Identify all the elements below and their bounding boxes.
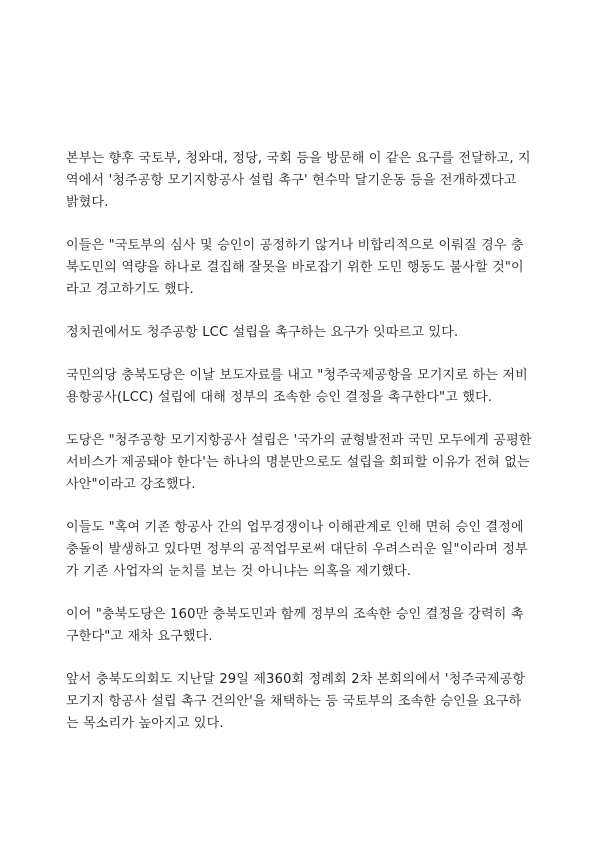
paragraph-line: 이들도 "혹여 기존 항공사 간의 업무경쟁이나 이해관계로 인해 면허 승인 결정에	[66, 520, 524, 535]
paragraph-line: 이어 "충북도당은 160만 충북도민과 함께 정부의 조속한 승인 결정을 강력히 촉	[66, 607, 524, 622]
paragraph-line: 구한다"고 재차 요구했다.	[66, 629, 213, 644]
paragraph-2	[66, 235, 542, 301]
paragraph-line: 라고 경고하기도 했다.	[66, 282, 194, 297]
paragraph-line: 앞서 충북도의회도 지난달 29일 제360회 정례회 2차 본회의에서 '청주국제공항	[66, 672, 526, 687]
paragraph-line: 이들은 "국토부의 심사 및 승인이 공정하기 않거나 비합리적으로 이뤄질 경우 충	[66, 238, 524, 253]
paragraph-8	[66, 669, 542, 735]
paragraph-line: 가 기존 사업자의 눈치를 보는 것 아니냐는 의혹을 제기했다.	[66, 564, 412, 579]
paragraph-5	[66, 430, 542, 496]
paragraph-line: 는 목소리가 높아지고 있다.	[66, 716, 224, 731]
article-body	[66, 148, 542, 756]
paragraph-line: 밝혔다.	[66, 195, 109, 210]
paragraph-line: 도당은 "청주공항 모기지항공사 설립은 '국가의 균형발전과 국민 모두에게 공평한	[66, 433, 532, 448]
paragraph-line: 본부는 향후 국토부, 청와대, 정당, 국회 등을 방문해 이 같은 요구를 전달하고, 지	[66, 151, 531, 166]
paragraph-7	[66, 604, 542, 648]
paragraph-6	[66, 517, 542, 583]
paragraph-1	[66, 148, 542, 214]
paragraph-4	[66, 365, 542, 409]
paragraph-line: 정치권에서도 청주공항 LCC 설립을 촉구하는 요구가 잇따르고 있다.	[66, 325, 459, 340]
paragraph-line: 용항공사(LCC) 설립에 대해 정부의 조속한 승인 결정을 촉구한다"고 했다.	[66, 390, 493, 405]
paragraph-line: 역에서 '청주공항 모기지항공사 설립 촉구' 현수막 달기운동 등을 전개하겠다고	[66, 173, 517, 188]
paragraph-line: 서비스가 제공돼야 한다'는 하나의 명분만으로도 설립을 회피할 이유가 전혀 없는	[66, 455, 530, 470]
paragraph-line: 국민의당 충북도당은 이날 보도자료를 내고 "청주국제공항을 모기지로 하는 저비	[66, 368, 528, 383]
paragraph-line: 북도민의 역량을 하나로 결집해 잘못을 바로잡기 위한 도민 행동도 불사할 것"이	[66, 260, 524, 275]
paragraph-line: 모기지 항공사 설립 촉구 건의안'을 채택하는 등 국토부의 조속한 승인을 요구하	[66, 694, 522, 709]
paragraph-line: 사안"이라고 강조했다.	[66, 477, 196, 492]
paragraph-line: 충돌이 발생하고 있다면 정부의 공적업무로써 대단히 우려스러운 일"이라며 정부	[66, 542, 528, 557]
paragraph-3	[66, 322, 542, 344]
